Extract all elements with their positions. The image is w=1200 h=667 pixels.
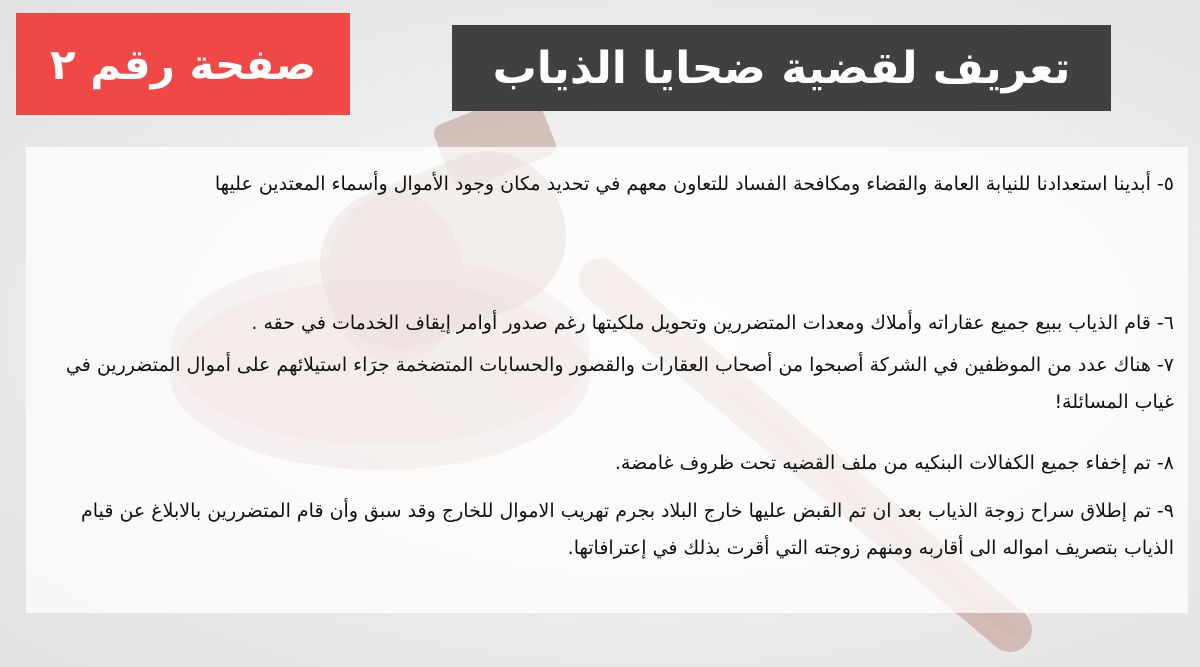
slide-title: تعريف لقضية ضحايا الذياب [452,25,1111,111]
content-panel [26,147,1188,613]
list-item: ٧- هناك عدد من الموظفين في الشركة أصبحوا من أصحاب العقارات والقصور والحسابات المتضخمة جرَاء استيلائهم على أموال المتضررين في غياب المسائلة! [65,354,1174,413]
list-item: ٥- أبدينا استعدادنا للنيابة العامة والقضاء ومكافحة الفساد للتعاون معهم في تحديد مكان وجود الأموال وأسماء المعتدين عليها [214,173,1174,195]
list-item: ٨- تم إخفاء جميع الكفالات البنكيه من ملف القضيه تحت ظروف غامضة. [614,452,1174,474]
page-number-label: صفحة رقم ٢ [16,13,350,115]
list-item: ٦- قام الذياب ببيع جميع عقاراته وأملاك ومعدات المتضررين وتحويل ملكيتها رغم صدور أوامر إيقاف الخدمات في حقه . [251,312,1174,334]
list-item: ٩- تم إطلاق سراح زوجة الذياب بعد ان تم القبض عليها خارج البلاد بجرم تهريب الاموال للخارج وقد سبق وأن قام المتضررين بالابلاغ عن قيام الذياب بتصريف امواله الى أقاربه ومنهم زوجته التي أقرت بذلك في إعترافاتها. [81,500,1174,559]
